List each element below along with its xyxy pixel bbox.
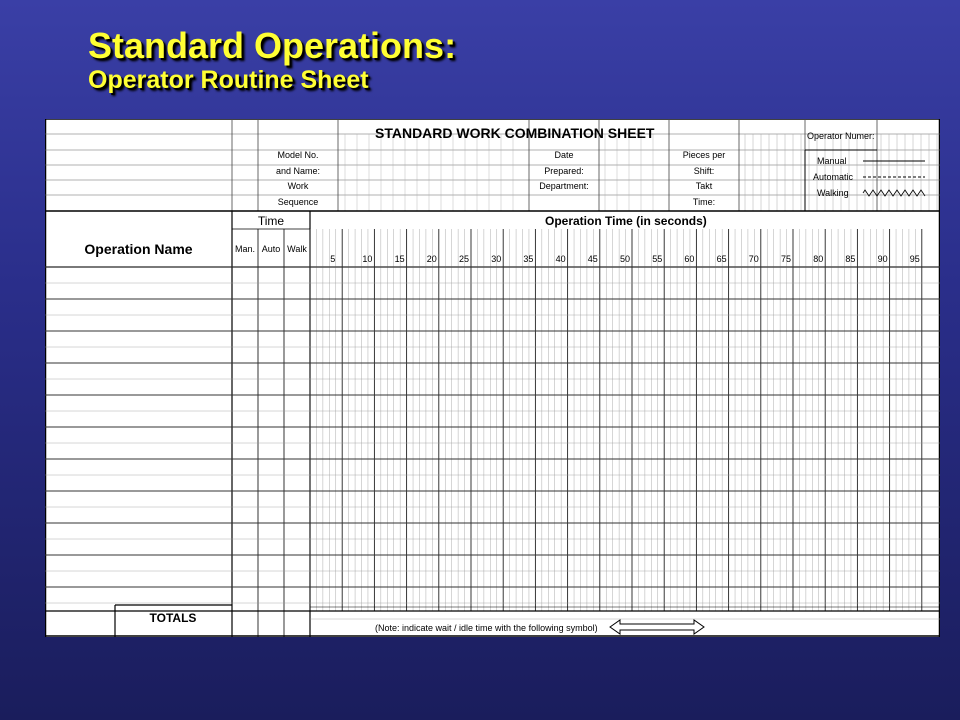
field-time: Time: — [692, 197, 716, 207]
second-tick-label: 65 — [716, 254, 727, 264]
second-tick-label: 25 — [459, 254, 470, 264]
operation-name-header: Operation Name — [84, 241, 193, 257]
operator-label: Operator Numer: — [807, 131, 875, 141]
title-sub: Operator Routine Sheet — [88, 66, 369, 94]
second-tick-label: 15 — [394, 254, 405, 264]
second-tick-label: 95 — [909, 254, 920, 264]
title-main: Standard Operations: — [88, 25, 457, 66]
field-sequence: Sequence — [277, 197, 319, 207]
legend-automatic: Automatic — [813, 172, 854, 182]
second-tick-label: 30 — [491, 254, 502, 264]
sheet-grid — [45, 119, 940, 637]
field-work: Work — [287, 181, 309, 191]
field-takt: Takt — [695, 181, 713, 191]
second-tick-label: 5 — [330, 254, 336, 264]
second-tick-label: 60 — [684, 254, 695, 264]
slide-title — [88, 26, 456, 94]
second-tick-label: 80 — [813, 254, 824, 264]
second-tick-label: 40 — [555, 254, 566, 264]
second-tick-label: 45 — [587, 254, 598, 264]
col-man: Man. — [234, 244, 255, 254]
totals-label: TOTALS — [149, 611, 197, 625]
second-tick-label: 85 — [845, 254, 856, 264]
field-pieces-per: Pieces per — [682, 150, 726, 160]
second-tick-label: 35 — [523, 254, 534, 264]
field-model-no: Model No. — [277, 150, 319, 160]
time-header: Time — [257, 214, 285, 228]
field-shift: Shift: — [693, 166, 715, 176]
field-prepared: Prepared: — [544, 166, 584, 176]
field-department: Department: — [539, 181, 589, 191]
field-and-name: and Name: — [275, 166, 321, 176]
second-tick-label: 90 — [877, 254, 888, 264]
field-date: Date — [554, 150, 574, 160]
second-tick-label: 50 — [620, 254, 631, 264]
second-tick-label: 10 — [362, 254, 373, 264]
second-tick-label: 55 — [652, 254, 663, 264]
work-combination-sheet — [45, 119, 940, 637]
legend-manual: Manual — [817, 156, 847, 166]
wait-symbol-icon — [608, 618, 708, 636]
note-text: (Note: indicate wait / idle time with the following symbol) — [375, 623, 598, 633]
operation-time-header: Operation Time (in seconds) — [545, 214, 707, 228]
sheet-heading: STANDARD WORK COMBINATION SHEET — [375, 125, 655, 141]
second-tick-label: 70 — [748, 254, 759, 264]
second-tick-label: 75 — [781, 254, 792, 264]
col-walk: Walk — [287, 244, 307, 254]
second-tick-label: 20 — [426, 254, 437, 264]
legend-walking: Walking — [817, 188, 849, 198]
col-auto: Auto — [261, 244, 281, 254]
